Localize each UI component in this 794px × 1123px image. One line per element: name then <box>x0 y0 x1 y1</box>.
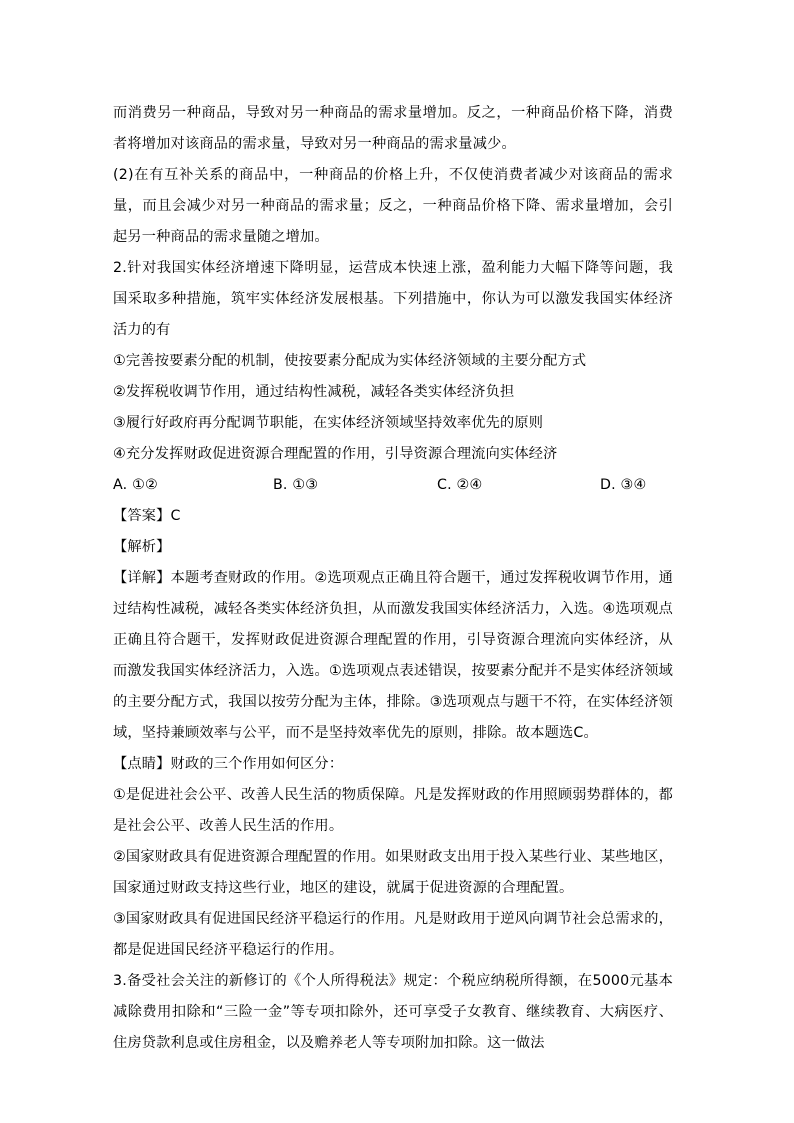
tip-point-2: ②国家财政具有促进资源合理配置的作用。如果财政支出用于投入某些行业、某些地区，国家通过财政支持这些行业，地区的建设，就属于促进资源的合理配置。 <box>113 849 673 896</box>
question-3-stem: 3.备受社会关注的新修订的《个人所得税法》规定：个税应纳税所得额，在5000元基本减除费用扣除和“三险一金”等专项扣除外，还可享受子女教育、继续教育、大病医疗、住房贷款利息或住房租金，以及赡养老人等专项附加扣除。这一做法 <box>113 973 673 1051</box>
question-2-stem: 2.针对我国实体经济增速下降明显，运营成本快速上涨，盈利能力大幅下降等问题，我国采取多种措施，筑牢实体经济发展根基。下列措施中，你认为可以激发我国实体经济活力的有 <box>113 260 673 338</box>
question-2-statement-1: ①完善按要素分配的机制，使按要素分配成为实体经济领域的主要分配方式 <box>113 353 587 369</box>
tip-point-1: ①是促进社会公平、改善人民生活的物质保障。凡是发挥财政的作用照顾弱势群体的，都是社会公平、改善人民生活的作用。 <box>113 787 673 834</box>
detail-explanation: 【详解】本题考查财政的作用。②选项观点正确且符合题干，通过发挥税收调节作用，通过结构性减税，减轻各类实体经济负担，从而激发我国实体经济活力，入选。④选项观点正确且符合题干，发挥财政促进资源合理配置的作用，引导资源合理流向实体经济，从而激发我国实体经济活力，入选。①选项观点表述错误，按要素分配并不是实体经济领域的主要分配方式，我国以按劳分配为主体，排除。③选项观点与题干不符，在实体经济领域，坚持兼顾效率与公平，而不是坚持效率优先的原则，排除。故本题选C。 <box>113 570 673 741</box>
option-b: B. ①③ <box>273 477 319 493</box>
question-2-statement-4: ④充分发挥财政促进资源合理配置的作用，引导资源合理流向实体经济 <box>113 446 558 462</box>
tip-point-3: ③国家财政具有促进国民经济平稳运行的作用。凡是财政用于逆风向调节社会总需求的，都是促进国民经济平稳运行的作用。 <box>113 911 673 958</box>
tip-heading: 【点睛】财政的三个作用如何区分： <box>113 756 344 772</box>
analysis-heading: 【解析】 <box>113 539 171 555</box>
question-2-options <box>113 470 673 501</box>
option-c: C. ②④ <box>437 477 483 493</box>
paragraph-complementary-goods: (2)在有互补关系的商品中，一种商品的价格上升，不仅使消费者减少对该商品的需求量，而且会减少对另一种商品的需求量；反之，一种商品价格下降、需求量增加，会引起另一种商品的需求量随之增加。 <box>113 167 673 245</box>
answer-line: 【答案】C <box>113 508 181 524</box>
document-body <box>113 98 673 1059</box>
option-d: D. ③④ <box>600 477 647 493</box>
option-a: A. ①② <box>113 477 158 493</box>
question-2-statement-3: ③履行好政府再分配调节职能，在实体经济领域坚持效率优先的原则 <box>113 415 544 431</box>
question-2-statement-2: ②发挥税收调节作用，通过结构性减税，减轻各类实体经济负担 <box>113 384 515 400</box>
paragraph-substitute-goods: 而消费另一种商品，导致对另一种商品的需求量增加。反之，一种商品价格下降，消费者将增加对该商品的需求量，导致对另一种商品的需求量减少。 <box>113 105 673 152</box>
